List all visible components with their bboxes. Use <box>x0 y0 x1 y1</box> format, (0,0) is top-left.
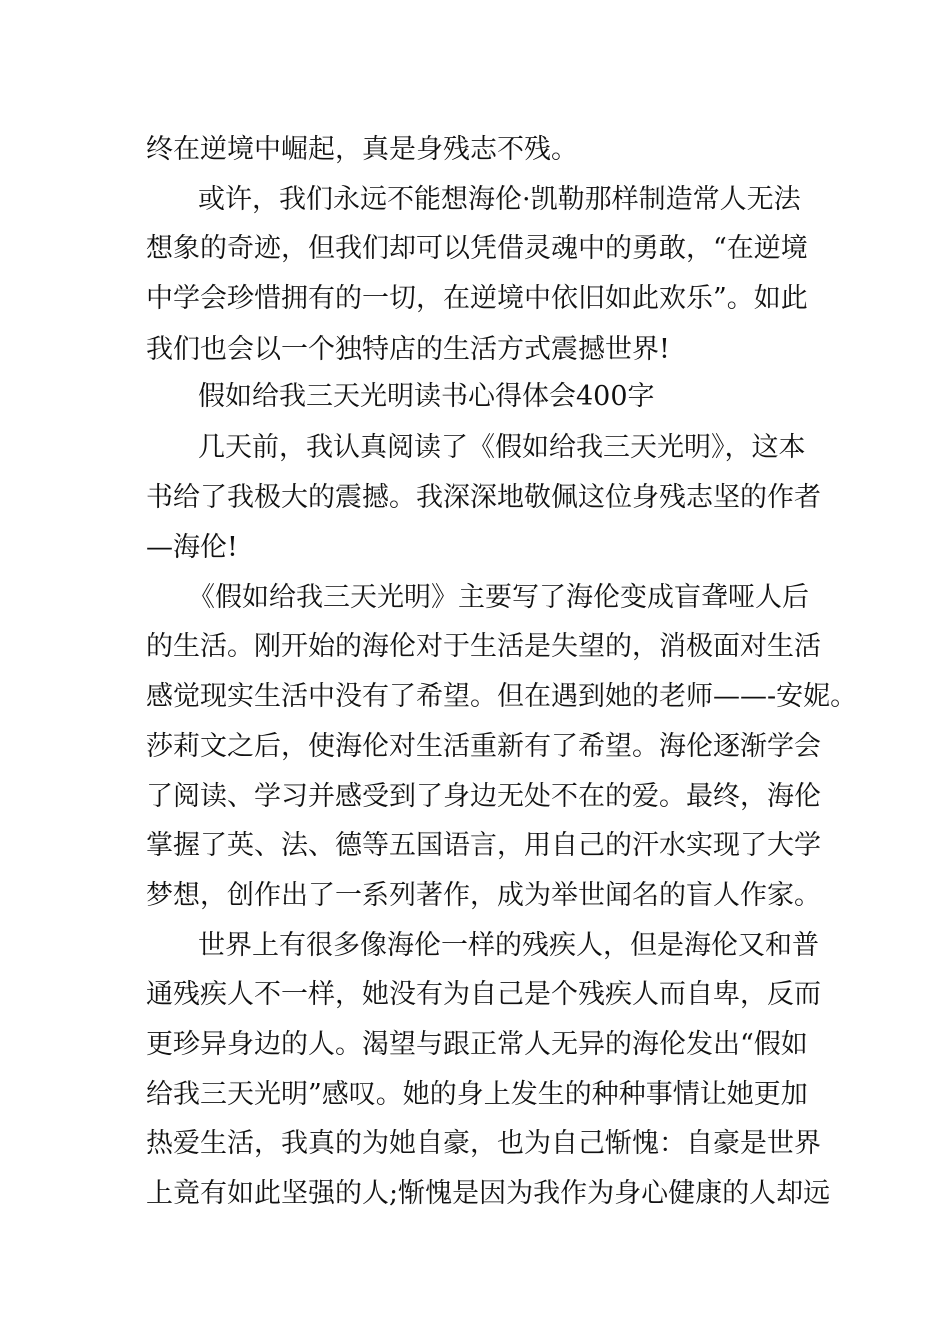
text-line: 几天前，我认真阅读了《假如给我三天光明》，这本 <box>198 432 806 463</box>
text-line: 给我三天光明”感叹。她的身上发生的种种事情让她更加 <box>146 1079 808 1110</box>
text-line: 世界上有很多像海伦一样的残疾人，但是海伦又和普 <box>198 930 819 961</box>
text-line: 更珍异身边的人。渴望与跟正常人无异的海伦发出“假如 <box>146 1029 808 1060</box>
text-line: 梦想，创作出了一系列著作，成为举世闻名的盲人作家。 <box>146 880 821 911</box>
text-line: 了阅读、学习并感受到了身边无处不在的爱。最终，海伦 <box>146 781 821 812</box>
text-line: 掌握了英、法、德等五国语言，用自己的汗水实现了大学 <box>146 830 821 861</box>
text-line: 通残疾人不一样，她没有为自己是个残疾人而自卑，反而 <box>146 979 821 1010</box>
text-line: 中学会珍惜拥有的一切，在逆境中依旧如此欢乐”。如此 <box>146 283 808 314</box>
text-line: 的生活。刚开始的海伦对于生活是失望的，消极面对生活 <box>146 631 821 662</box>
text-line: —海伦! <box>146 532 238 563</box>
text-line: 终在逆境中崛起，真是身残志不残。 <box>146 134 578 165</box>
section-heading: 假如给我三天光明读书心得体会400字 <box>198 381 655 412</box>
text-line: 热爱生活，我真的为她自豪，也为自己惭愧：自豪是世界 <box>146 1128 821 1159</box>
text-line: 想象的奇迹，但我们却可以凭借灵魂中的勇敢，“在逆境 <box>146 233 808 264</box>
text-line: 我们也会以一个独特店的生活方式震撼世界! <box>146 334 670 365</box>
text-line: 上竟有如此坚强的人;惭愧是因为我作为身心健康的人却远 <box>146 1178 831 1209</box>
text-line: 莎莉文之后，使海伦对生活重新有了希望。海伦逐渐学会 <box>146 731 821 762</box>
text-line: 或许，我们永远不能想海伦·凯勒那样制造常人无法 <box>198 184 801 215</box>
text-line: 感觉现实生活中没有了希望。但在遇到她的老师——-安妮。 <box>146 681 858 712</box>
text-line: 书给了我极大的震撼。我深深地敬佩这位身残志坚的作者 <box>146 482 821 513</box>
text-line: 《假如给我三天光明》主要写了海伦变成盲聋哑人后 <box>188 582 809 613</box>
